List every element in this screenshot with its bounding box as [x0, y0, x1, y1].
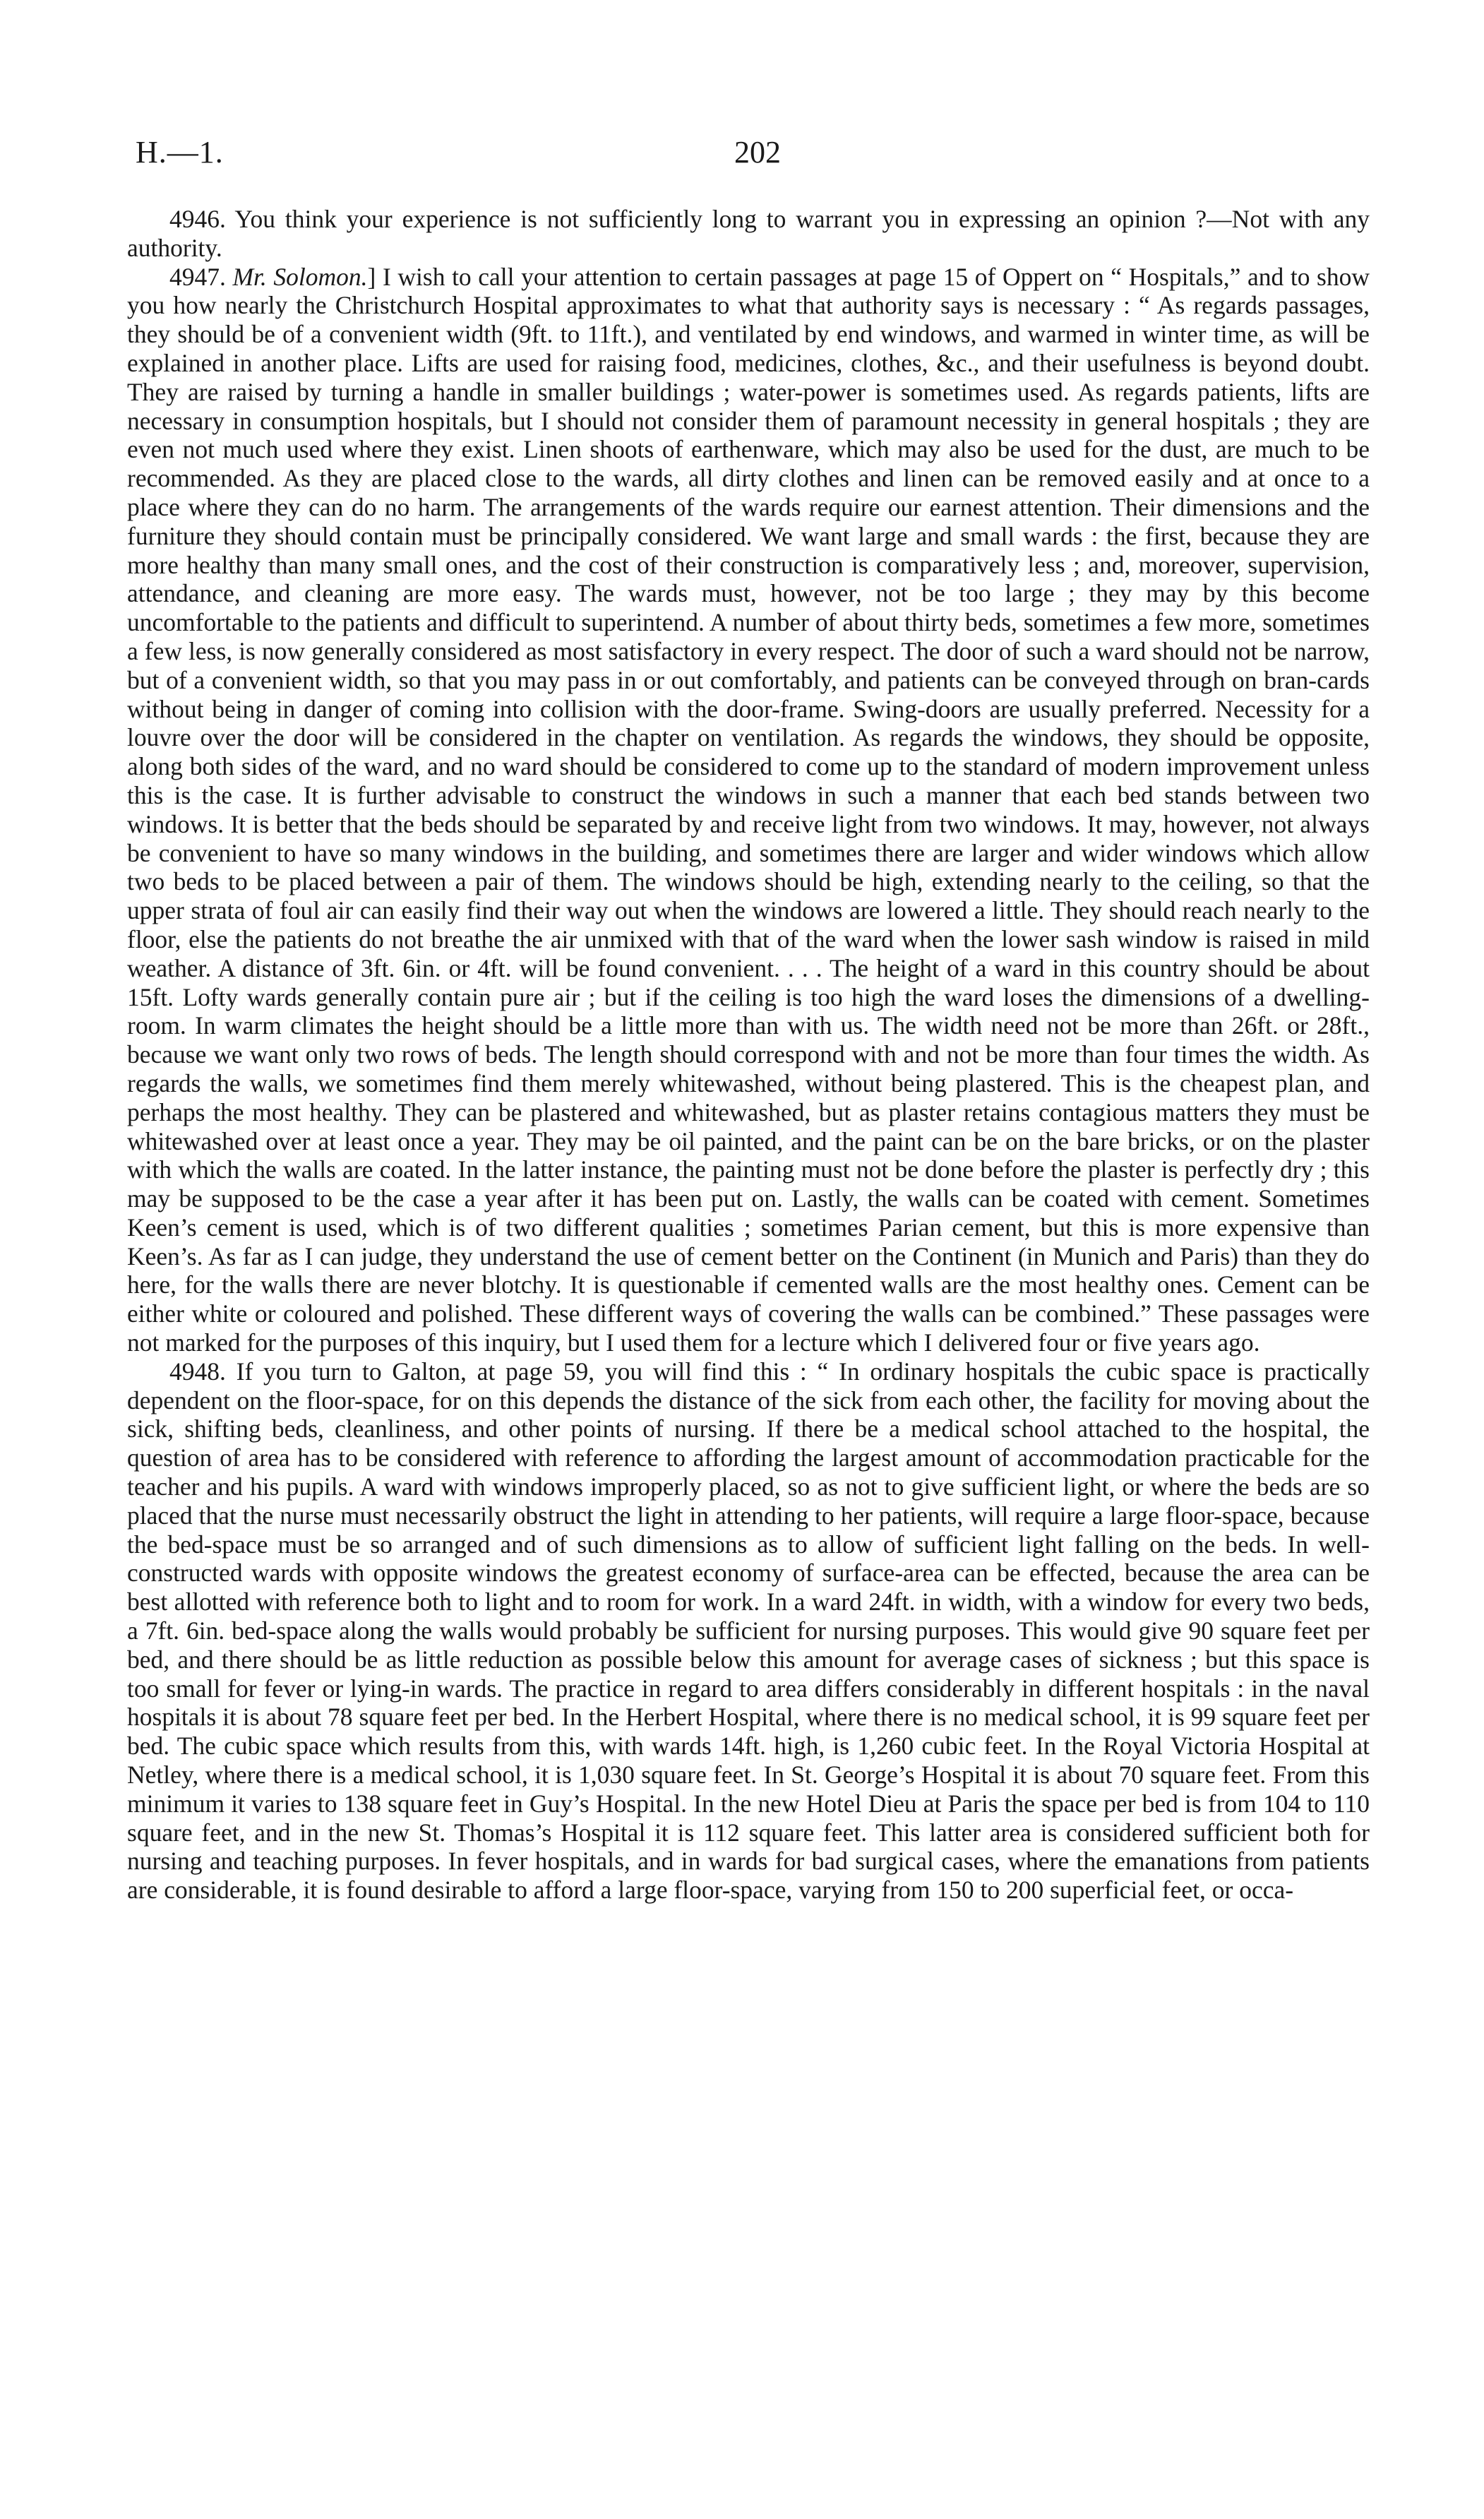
question-paragraph — [127, 1357, 1370, 1905]
minutes-of-evidence — [127, 205, 1370, 1905]
document-page — [127, 134, 1370, 1905]
question-number: 4948. — [169, 1357, 226, 1386]
running-header — [127, 134, 1370, 191]
paragraph-text: You think your experience is not sufficiently long to warrant you in expressing an opinion ?—Not with any authority. — [127, 205, 1370, 262]
document-reference: H.—1. — [136, 135, 224, 169]
speaker-name: Mr. Solomon. — [232, 262, 368, 291]
question-paragraph — [127, 205, 1370, 263]
paragraph-text: If you turn to Galton, at page 59, you will find this : “ In ordinary hospitals the cubic space is practically dependent on the floor-space, for on this depends the distance of the sick from each other, the facility for moving about the sick, shifting beds, cleanliness, and other points of nursing. If there be a medical school attached to the hospital, the question of area has to be considered with reference to affording the largest amount of accommodation practicable for the teacher and his pupils. A ward with windows improperly placed, so as not to give sufficient light, or where the beds are so placed that the nurse must necessarily obstruct the light in attending to her patients, will require a large floor-space, because the bed-space must be so arranged and of such dimensions as to allow of sufficient light falling on the beds. In well-constructed wards with opposite windows the greatest economy of surface-area can be effected, because the area can be best allotted with reference both to light and to room for work. In a ward 24ft. in width, with a window for every two beds, a 7ft. 6in. bed-space along the walls would probably be sufficient for nursing purposes. This would give 90 square feet per bed, and there should be as little reduction as possible below this amount for average cases of sickness ; but this space is too small for fever or lying-in wards. The practice in regard to area differs considerably in different hospitals : in the naval hospitals it is about 78 square feet per bed. In the Herbert Hospital, where there is no medical school, it is 99 square feet per bed. The cubic space which results from this, with wards 14ft. high, is 1,260 cubic feet. In the Royal Victoria Hospital at Netley, where there is a medical school, it is 1,030 square feet. In St. George’s Hospital it is about 70 square feet. From this minimum it varies to 138 square feet in Guy’s Hospital. In the new Hotel Dieu at Paris the space per bed is from 104 to 110 square feet, and in the new St. Thomas’s Hospital it is 112 square feet. This latter area is considered sufficient both for nursing and teaching purposes. In fever hospitals, and in wards for bad surgical cases, where the emanations from patients are considerable, it is found desirable to afford a large floor-space, varying from 150 to 200 superficial feet, or occa- — [127, 1357, 1370, 1905]
question-number: 4947. — [169, 262, 226, 291]
page-number: 202 — [734, 135, 781, 169]
question-number: 4946. — [169, 205, 226, 233]
question-paragraph — [127, 263, 1370, 1357]
paragraph-text: ] I wish to call your attention to certain passages at page 15 of Oppert on “ Hospitals,” and to show you how nearly the Christchurch Hospital approximates to what that authority says is necessary : “ As regards passages, they should be of a convenient width (9ft. to 11ft.), and ventilated by end windows, and warmed in winter time, as will be explained in another place. Lifts are used for raising food, medicines, clothes, &c., and their usefulness is beyond doubt. They are raised by turning a handle in smaller buildings ; water-power is sometimes used. As regards patients, lifts are necessary in consumption hospitals, but I should not consider them of paramount necessity in general hospitals ; they are even not much used where they exist. Linen shoots of earthenware, which may also be used for the dust, are much to be recommended. As they are placed close to the wards, all dirty clothes and linen can be removed easily and at once to a place where they can do no harm. The arrangements of the wards require our earnest attention. Their dimensions and the furniture they should contain must be principally considered. We want large and small wards : the first, because they are more healthy than many small ones, and the cost of their construction is comparatively less ; and, moreover, supervision, attendance, and cleaning are more easy. The wards must, however, not be too large ; they may by this become uncomfortable to the patients and difficult to superintend. A number of about thirty beds, sometimes a few more, sometimes a few less, is now generally considered as most satisfactory in every respect. The door of such a ward should not be narrow, but of a convenient width, so that you may pass in or out comfortably, and patients can be conveyed through on bran-cards without being in danger of coming into collision with the door-frame. Swing-doors are usually preferred. Necessity for a louvre over the door will be considered in the chapter on ventilation. As regards the windows, they should be opposite, along both sides of the ward, and no ward should be considered to come up to the standard of modern improvement unless this is the case. It is further advisable to construct the windows in such a manner that each bed stands between two windows. It is better that the beds should be separated by and receive light from two windows. It may, however, not always be convenient to have so many windows in the building, and sometimes there are larger and wider windows which allow two beds to be placed between a pair of them. The windows should be high, extending nearly to the ceiling, so that the upper strata of foul air can easily find their way out when the windows are lowered a little. They should reach nearly to the floor, else the patients do not breathe the air unmixed with that of the ward when the lower sash window is raised in mild weather. A distance of 3ft. 6in. or 4ft. will be found convenient. . . . The height of a ward in this country should be about 15ft. Lofty wards generally contain pure air ; but if the ceiling is too high the ward loses the dimensions of a dwelling-room. In warm climates the height should be a little more than with us. The width need not be more than 26ft. or 28ft., because we want only two rows of beds. The length should correspond with and not be more than four times the width. As regards the walls, we sometimes find them merely whitewashed, without being plastered. This is the cheapest plan, and perhaps the most healthy. They can be plastered and whitewashed, but as plaster retains contagious matters they must be whitewashed over at least once a year. They may be oil painted, and the paint can be on the bare bricks, or on the plaster with which the walls are coated. In the latter instance, the painting must not be done before the plaster is perfectly dry ; this may be supposed to be the case a year after it has been put on. Lastly, the walls can be coated with cement. Sometimes Keen’s cement is used, which is of two different qualities ; sometimes Parian cement, but this is more expensive than Keen’s. As far as I can judge, they understand the use of cement better on the Continent (in Munich and Paris) than they do here, for the walls there are never blotchy. It is questionable if cemented walls are the most healthy ones. Cement can be either white or coloured and polished. These different ways of covering the walls can be combined.” These passages were not marked for the purposes of this inquiry, but I used them for a lecture which I delivered four or five years ago. — [127, 262, 1370, 1357]
